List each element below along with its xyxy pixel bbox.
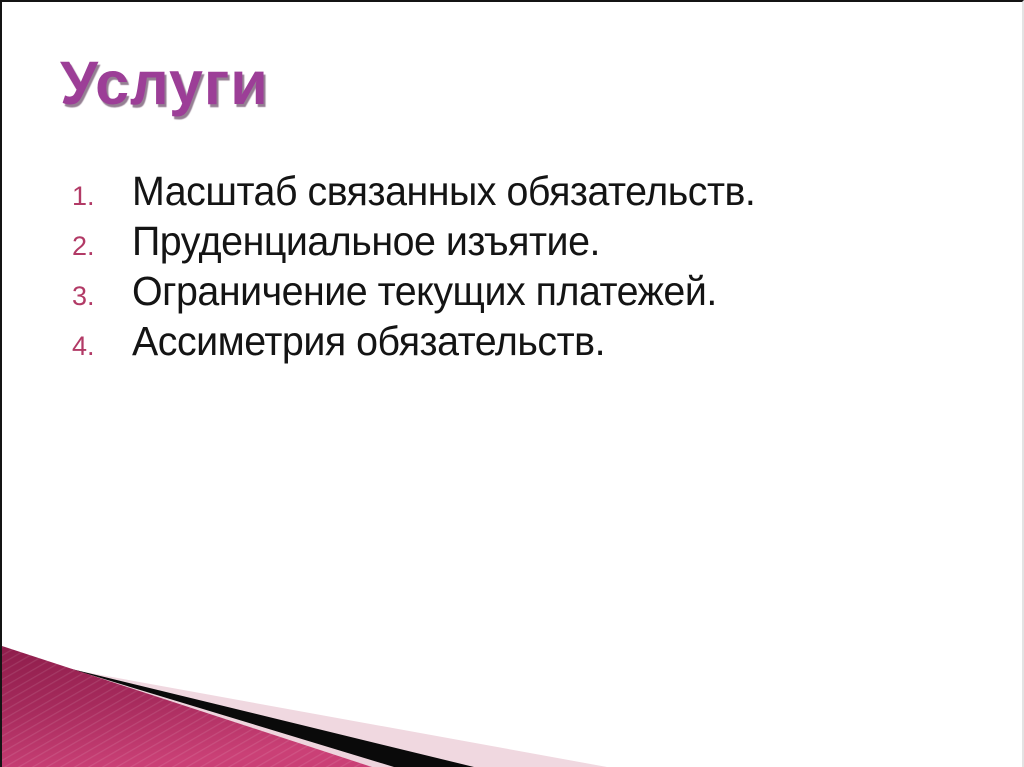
item-text: Масштаб связанных обязательств. — [132, 168, 756, 214]
item-text: Ограничение текущих платежей. — [132, 268, 717, 314]
item-number: 2. — [72, 231, 95, 261]
ribbon-black-stripe — [2, 652, 474, 767]
services-list — [72, 166, 781, 366]
ribbon-light-pink — [2, 657, 607, 767]
ribbon-pink-sliver — [2, 648, 394, 767]
item-number: 1. — [72, 181, 95, 211]
page-title: Услуги — [60, 49, 269, 117]
item-text: Пруденциальное изъятие. — [132, 218, 600, 264]
list-item — [72, 316, 781, 366]
list-item — [72, 166, 781, 216]
ribbon-magenta-band — [2, 646, 372, 767]
item-number: 4. — [72, 331, 95, 361]
ribbon-magenta-texture — [2, 646, 372, 767]
list-item — [72, 266, 781, 316]
item-number: 3. — [72, 281, 95, 311]
list-item — [72, 216, 781, 266]
item-text: Ассиметрия обязательств. — [132, 318, 606, 364]
